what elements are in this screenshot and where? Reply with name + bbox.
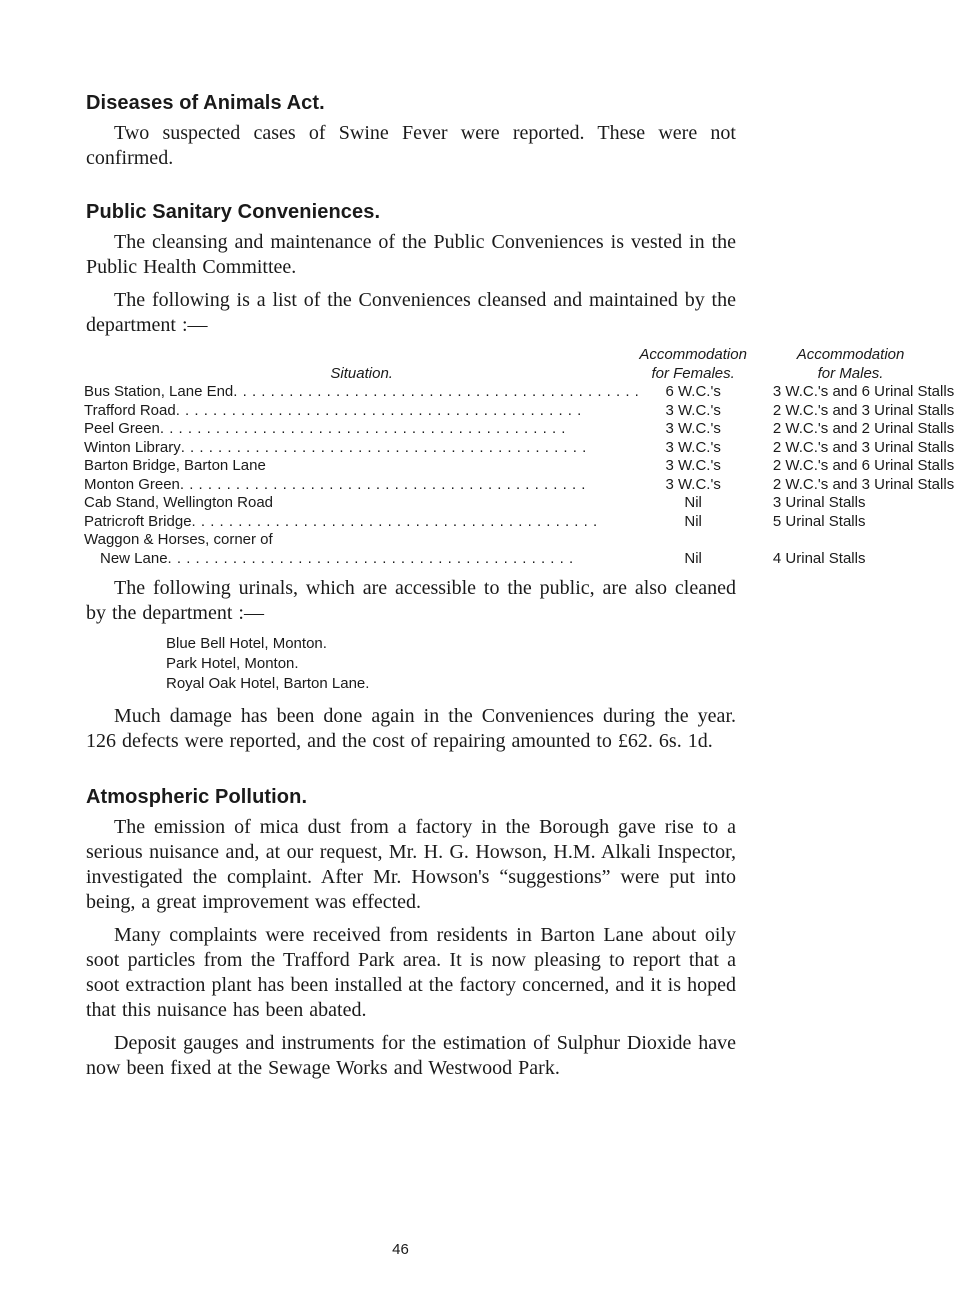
dot-leader	[180, 476, 639, 495]
males-cell: 2 W.C.'s and 3 Urinal Stalls	[772, 401, 954, 419]
dot-leader	[176, 402, 640, 421]
pollution-paragraph-1: The emission of mica dust from a factory in the Borough gave rise to a serious nuisance and, at our request, Mr. H. G. Howson, H.M. Alkali Inspector, investigated the complaint. After Mr. Howson's “suggestions” were put into being, a great improvement was effected.	[86, 816, 736, 913]
table-row	[84, 420, 954, 439]
page-number: 46	[392, 1241, 409, 1258]
males-cell: 5 Urinal Stalls	[772, 512, 866, 530]
situation-cell: Monton Green	[84, 475, 180, 493]
dot-leader	[192, 513, 640, 532]
sanitary-paragraph-4: Much damage has been done again in the Conveniences during the year. 126 defects were reported, and the cost of repairing amounted to £62. 6s. 1d.	[86, 705, 736, 752]
males-cell: 3 Urinal Stalls	[772, 494, 866, 511]
pollution-paragraph-3: Deposit gauges and instruments for the estimation of Sulphur Dioxide have now been fixed at the Sewage Works and Westwood Park.	[86, 1032, 736, 1079]
sanitary-heading: Public Sanitary Conveniences.	[86, 201, 381, 223]
sanitary-section	[84, 201, 954, 754]
situation-cell: Bus Station, Lane End	[84, 383, 234, 400]
males-cell: 2 W.C.'s and 3 Urinal Stalls	[772, 475, 954, 493]
hotel-item: Royal Oak Hotel, Barton Lane.	[166, 675, 370, 692]
males-cell: 2 W.C.'s and 3 Urinal Stalls	[772, 438, 954, 456]
females-cell: 3 W.C.'s	[665, 401, 721, 419]
females-cell: Nil	[684, 494, 702, 511]
table-row	[84, 494, 954, 513]
situation-cell: Cab Stand, Wellington Road	[84, 494, 274, 511]
diseases-heading: Diseases of Animals Act.	[86, 92, 325, 114]
table-row	[84, 383, 954, 402]
table-row	[84, 550, 954, 569]
header-situation: Situation.	[330, 364, 393, 382]
females-cell: 3 W.C.'s	[665, 420, 721, 437]
diseases-paragraph: Two suspected cases of Swine Fever were reported. These were not confirmed.	[86, 122, 736, 169]
males-cell: 4 Urinal Stalls	[772, 549, 866, 567]
dot-leader	[160, 420, 639, 439]
situation-cell: Trafford Road	[84, 401, 176, 419]
situation-cell: Barton Bridge, Barton Lane	[84, 457, 266, 474]
females-cell: 6 W.C.'s	[665, 383, 721, 400]
diseases-section	[86, 92, 736, 171]
header-females-line2: for Females.	[651, 364, 735, 382]
males-cell: 3 W.C.'s and 6 Urinal Stalls	[772, 383, 954, 400]
hotel-item: Park Hotel, Monton.	[166, 655, 299, 672]
header-females-line1: Accommodation	[639, 346, 747, 363]
pollution-paragraph-2: Many complaints were received from residents in Barton Lane about oily soot particles from the Trafford Park area. It is now pleasing to report that a soot extraction plant has been installed at the factory concerned, and it is hoped that this nuisance has been abated.	[86, 924, 736, 1021]
females-cell: 3 W.C.'s	[665, 475, 721, 493]
situation-cell: New Lane	[100, 549, 168, 567]
document-page	[84, 92, 954, 1111]
males-cell	[747, 531, 954, 550]
hotel-item: Blue Bell Hotel, Monton.	[166, 635, 327, 652]
females-cell: 3 W.C.'s	[665, 457, 721, 474]
header-males-line1: Accommodation	[796, 346, 905, 363]
males-cell: 2 W.C.'s and 2 Urinal Stalls	[772, 420, 954, 437]
sanitary-paragraph-2: The following is a list of the Conveniences cleansed and maintained by the department :—	[86, 289, 736, 336]
females-cell	[639, 531, 747, 550]
situation-cell: Patricroft Bridge	[84, 512, 192, 530]
sanitary-paragraph-1: The cleansing and maintenance of the Public Conveniences is vested in the Public Health Committee.	[86, 231, 736, 278]
females-cell: 3 W.C.'s	[665, 438, 721, 456]
males-cell: 2 W.C.'s and 6 Urinal Stalls	[772, 457, 954, 474]
pollution-section	[86, 786, 736, 1081]
hotel-list	[166, 634, 736, 694]
table-row	[84, 439, 954, 458]
table-row	[84, 513, 954, 532]
table-row	[84, 457, 954, 476]
table-row	[84, 531, 954, 550]
header-males-line2: for Males.	[817, 364, 884, 382]
sanitary-paragraph-3: The following urinals, which are accessible to the public, are also cleaned by the department :—	[86, 577, 736, 624]
conveniences-table	[84, 346, 954, 568]
table-row	[84, 402, 954, 421]
pollution-heading: Atmospheric Pollution.	[86, 786, 308, 808]
dot-leader	[181, 439, 640, 458]
females-cell: Nil	[684, 512, 702, 530]
females-cell: Nil	[684, 549, 702, 567]
dot-leader	[168, 550, 640, 569]
situation-cell: Winton Library	[84, 438, 181, 456]
situation-cell: Peel Green	[84, 420, 160, 437]
table-row	[84, 476, 954, 495]
situation-cell: Waggon & Horses, corner of	[84, 531, 273, 548]
dot-leader	[233, 383, 639, 402]
